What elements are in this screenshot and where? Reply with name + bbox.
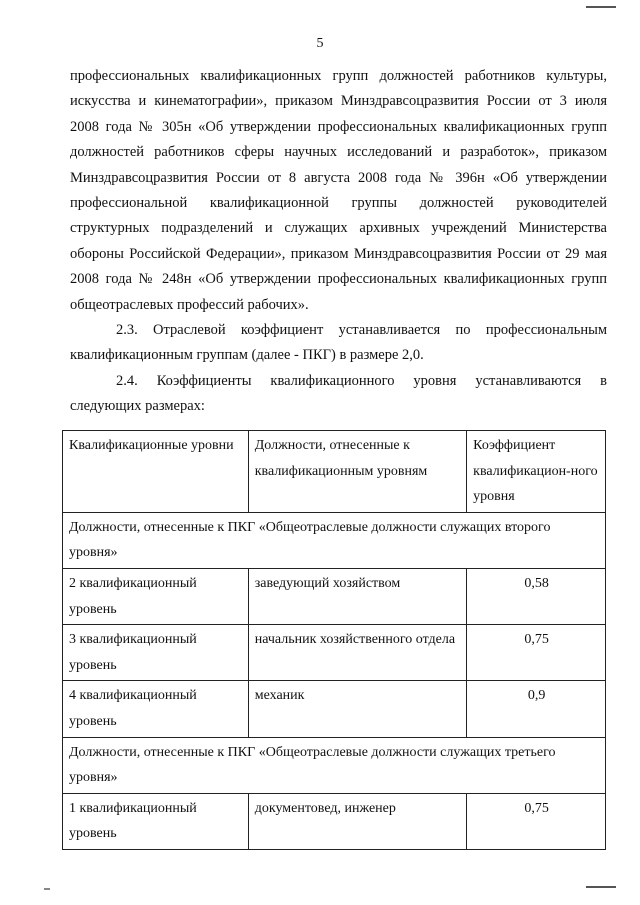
- text-line: 2008 года № 305н «Об утверждении профессиональных квалификационных групп: [70, 118, 607, 135]
- positions-cell: начальник хозяйственного отдела: [248, 625, 466, 681]
- text-line: должностей работников сферы научных исследований и разработок», приказом: [70, 144, 607, 161]
- coefficient-cell: 0,58: [467, 568, 606, 624]
- header-cell-levels: Квалификационные уровни: [63, 431, 249, 513]
- text-line: 2008 года № 248н «Об утверждении профессиональных квалификационных групп: [70, 271, 607, 288]
- text-line: профессиональной квалификационной группы должностей руководителей: [70, 195, 607, 212]
- text-line: Минздравсоцразвития России от 8 августа 2008 года № 396н «Об утверждении: [70, 169, 607, 186]
- table-row: [63, 681, 606, 737]
- text-line: 2.3. Отраслевой коэффициент устанавливается по профессиональным: [116, 322, 607, 339]
- paragraph-2-3: [70, 318, 607, 369]
- coefficient-cell: 0,9: [467, 681, 606, 737]
- text-line: искусства и кинематографии», приказом Минздравсоцразвития России от 3 июля: [70, 93, 607, 110]
- positions-cell: документовед, инженер: [248, 793, 466, 849]
- level-cell: 4 квалификационный уровень: [63, 681, 249, 737]
- positions-cell: механик: [248, 681, 466, 737]
- table-row: [63, 568, 606, 624]
- text-line: 2.4. Коэффициенты квалификационного уровня устанавливаются в: [116, 372, 607, 389]
- positions-cell: заведующий хозяйством: [248, 568, 466, 624]
- level-cell: 3 квалификационный уровень: [63, 625, 249, 681]
- text-line: структурных подразделений и служащих архивных учреждений Министерства: [70, 220, 607, 237]
- group-title: Должности, отнесенные к ПКГ «Общеотраслевые должности служащих второго уровня»: [63, 512, 606, 568]
- text-line: следующих размерах:: [70, 398, 205, 415]
- text-line: общеотраслевых профессий рабочих».: [70, 296, 309, 313]
- coefficient-cell: 0,75: [467, 625, 606, 681]
- qualification-levels-table: [62, 430, 606, 850]
- text-line: квалификационным группам (далее - ПКГ) в размере 2,0.: [70, 347, 424, 364]
- header-cell-coefficient: Коэффициент квалификацион-ного уровня: [467, 431, 606, 513]
- header-cell-positions: Должности, отнесенные к квалификационным уровням: [248, 431, 466, 513]
- group-title: Должности, отнесенные к ПКГ «Общеотраслевые должности служащих третьего уровня»: [63, 737, 606, 793]
- level-cell: 2 квалификационный уровень: [63, 568, 249, 624]
- group-row: [63, 512, 606, 568]
- scan-artifact-top: [586, 6, 616, 8]
- paragraph-1: [70, 64, 607, 318]
- scan-artifact-bottom-left: [44, 888, 50, 890]
- text-line: профессиональных квалификационных групп должностей работников культуры,: [70, 68, 607, 84]
- scan-artifact-bottom-right: [586, 886, 616, 888]
- table-row: [63, 625, 606, 681]
- table-header-row: [63, 431, 606, 513]
- text-line: обороны Российской Федерации», приказом Минздравсоцразвития России от 29 мая: [70, 245, 607, 262]
- coefficient-cell: 0,75: [467, 793, 606, 849]
- level-cell: 1 квалификационный уровень: [63, 793, 249, 849]
- group-row: [63, 737, 606, 793]
- body-text: [70, 64, 607, 420]
- table-row: [63, 793, 606, 849]
- paragraph-2-4: [70, 369, 607, 420]
- page-number: 5: [316, 36, 324, 51]
